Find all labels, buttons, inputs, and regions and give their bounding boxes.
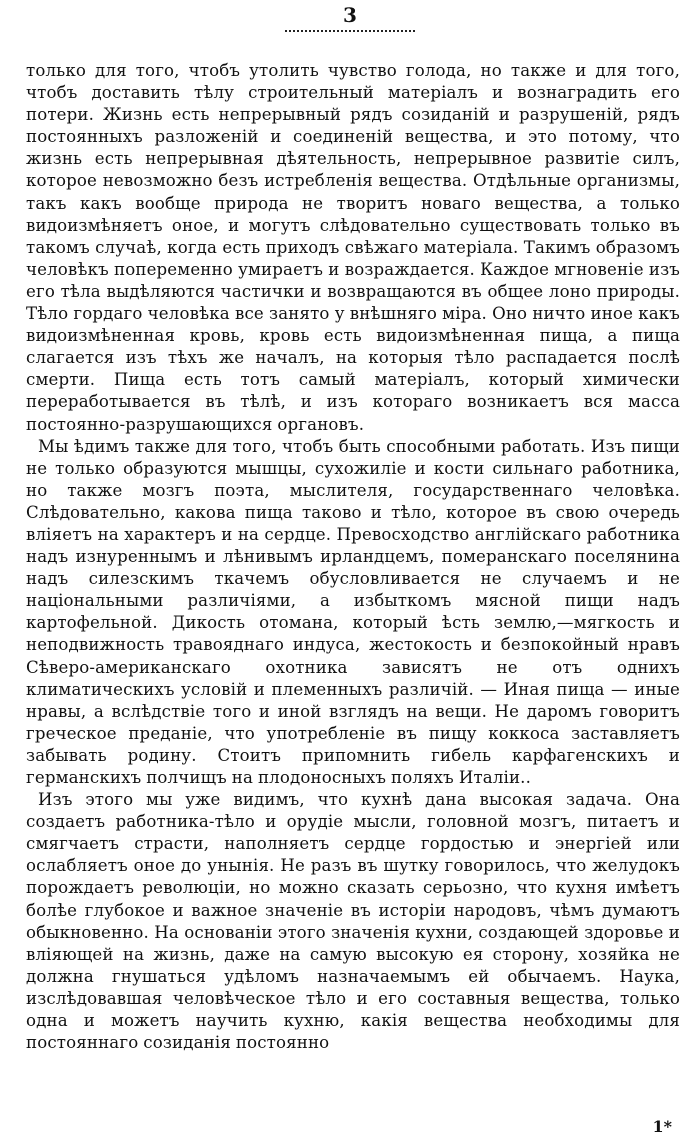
page-header	[0, 4, 700, 32]
page-number: 3	[343, 3, 357, 27]
paragraph-2: Мы ѣдимъ также для того, чтобъ быть способными работать. Изъ пищи не только образуются мышцы, сухожиліе и кости сильнаго работника, но также мозгъ поэта, мыслителя, государственнаго человѣка. Слѣдовательно, какова пища таково и тѣло, которое въ свою очередь вліяетъ на характеръ и на сердце. Превосходство англійскаго работника надъ изнуреннымъ и лѣнивымъ ирландцемъ, померанскаго поселянина надъ силезскимъ ткачемъ обусловливается не случаемъ и не національными различіями, а избыткомъ мясной пищи надъ картофельной. Дикость отомана, который ѣсть землю,—мягкость и неподвижность травояднаго индуса, жестокость и безпокойный нравъ Сѣверо-американскаго охотника зависятъ не отъ однихъ климатическихъ условій и племенныхъ различій. — Иная пища — иные нравы, а вслѣдствіе того и иной взглядъ на вещи. Не даромъ говоритъ греческое преданіе, что употребленіе въ пищу коккоса заставляетъ забывать родину. Стоитъ припомнить гибель карфагенскихъ и германскихъ полчищъ на плодоносныхъ поляхъ Италіи..	[26, 436, 680, 787]
header-rule	[285, 30, 415, 32]
signature-mark: 1*	[652, 1117, 672, 1136]
paragraph-1: только для того, чтобъ утолить чувство голода, но также и для того, чтобъ доставить тѣлу строительный матеріалъ и вознаградить его потери. Жизнь есть непрерывный рядъ созиданій и разрушеній, рядъ постоянныхъ разложеній и соединеній вещества, и это потому, что жизнь есть непрерывная дѣятельность, непрерывное развитіе силъ, которое невозможно безъ истребленія вещества. Отдѣльные организмы, такъ какъ вообще природа не творитъ новаго вещества, а только видоизмѣняетъ оное, и могутъ слѣдовательно существовать только въ такомъ случаѣ, когда есть приходъ свѣжаго матеріала. Такимъ образомъ человѣкъ попеременно умираетъ и возраждается. Каждое мгновеніе изъ его тѣла выдѣляются частички и возвращаются въ общее лоно природы. Тѣло гордаго человѣка все занято у внѣшняго міра. Оно ничто иное какъ видоизмѣненная кровь, кровь есть видоизмѣненная пища, а пища слагается изъ тѣхъ же началъ, на которыя тѣло распадается послѣ смерти. Пища есть тотъ самый матеріалъ, который химически переработывается въ тѣлѣ, и изъ котораго возникаетъ вся масса постоянно-разрушающихся органовъ.	[26, 61, 680, 434]
body-text	[26, 60, 680, 1054]
paragraph-3: Изъ этого мы уже видимъ, что кухнѣ дана высокая задача. Она создаетъ работника-тѣло и орудіе мысли, головной мозгъ, питаетъ и смягчаетъ страсти, наполняетъ сердце гордостью и энергіей или ослабляетъ оное до унынія. Не разъ въ шутку говорилось, что желудокъ порождаетъ революціи, но можно сказать серьозно, что кухня имѣетъ болѣе глубокое и важное значеніе въ исторіи народовъ, чѣмъ думаютъ обыкновенно. На основаніи этого значенія кухни, создающей здоровье и вліяющей на жизнь, даже на самую высокую ея сторону, хозяйка не должна гнушаться удѣломъ назначаемымъ ей обычаемъ. Наука, изслѣдовавшая человѣческое тѣло и его составныя вещества, только одна и можетъ научить кухню, какія вещества необходимы для постояннаго созиданія постоянно	[26, 790, 680, 1053]
